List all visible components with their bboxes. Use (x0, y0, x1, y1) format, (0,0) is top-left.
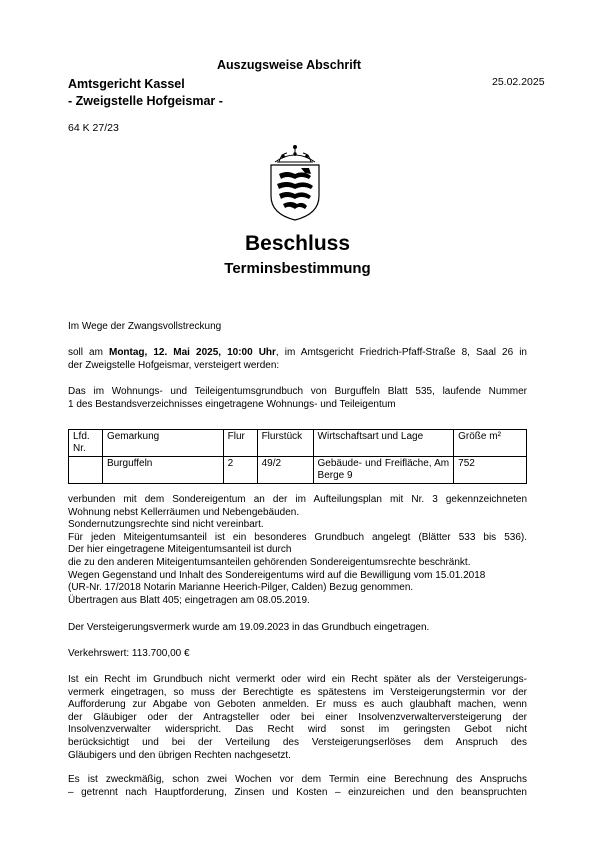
detail-line: Sondernutzungsrechte sind nicht vereinbart. (68, 519, 264, 531)
object-description (68, 386, 527, 411)
appointment-post: , im Amtsgericht Friedrich-Pfaff-Straße 8, Saal 26 in (275, 347, 527, 358)
advice-paragraph (68, 774, 527, 799)
table-cell: Burguffeln (102, 457, 223, 484)
rights-line: Aufforderung zur Abgabe von Geboten anmelden. Er muss es auch glaubhaft machen, wenn (68, 699, 527, 711)
detail-line: Wegen Gegenstand und Inhalt des Sondereigentums wird auf die Bewilligung vom 15.01.2018 (68, 569, 486, 581)
column-header: Gemarkung (102, 430, 223, 457)
column-header: Größe m² (454, 430, 527, 457)
table-cell: Gebäude- und Freifläche, Am Berge 9 (313, 457, 454, 484)
property-details (68, 494, 527, 607)
object-desc-line: 1 des Bestandsverzeichnisses eingetragene Wohnungs- und Teileigentum (68, 398, 396, 410)
intro-text: Im Wege der Zwangsvollstreckung (68, 321, 222, 332)
rights-line: Ist ein Recht im Grundbuch nicht vermerkt oder wird ein Recht später als der Versteigerungs- (68, 674, 527, 685)
table-cell (69, 457, 103, 484)
column-header: Flur (223, 430, 257, 457)
appointment-date: Montag, 12. Mai 2025, 10:00 Uhr (108, 347, 276, 358)
rights-line: vermerk eingetragen, so muss der Berechtigte es spätestens im Versteigerungstermin vor der (68, 686, 527, 698)
detail-line: verbunden mit dem Sondereigentum an der im Aufteilungsplan mit Nr. 3 gekennzeichneten (68, 494, 527, 505)
court-name: Amtsgericht Kassel (68, 77, 185, 91)
court-branch: - Zweigstelle Hofgeismar - (68, 94, 223, 108)
document-date: 25.02.2025 (492, 76, 545, 88)
market-value: Verkehrswert: 113.700,00 € (68, 648, 190, 659)
hesse-coat-of-arms-icon (265, 144, 325, 222)
page-title: Beschluss (244, 232, 351, 255)
detail-line: (UR-Nr. 17/2018 Notarin Marianne Heerich-Pilger, Calden) Bezug genommen. (68, 582, 414, 594)
table-row (69, 457, 527, 484)
detail-line: Wohnung nebst Kellerräumen und Nebengebäuden. (68, 506, 300, 518)
detail-line: Für jeden Miteigentumsanteil ist ein besonderes Grundbuch angelegt (Blätter 533 bis 536). (68, 531, 527, 543)
document-heading: Auszugsweise Abschrift (217, 58, 362, 72)
file-number: 64 K 27/23 (68, 122, 119, 134)
page-subtitle: Terminsbestimmung (224, 260, 371, 277)
property-table (68, 429, 527, 484)
rights-line: der Gläubiger oder der Antragsteller oder bei einer Insolvenzverwalterversteigerung der (68, 711, 527, 723)
detail-line: die zu den anderen Miteigentumsanteilen gehörenden Sondereigentumsrechte beschränkt. (68, 556, 471, 568)
column-header: Flurstück (257, 430, 313, 457)
detail-line: Der hier eingetragene Miteigentumsanteil ist durch (68, 544, 292, 556)
rights-line: Insolvenzverwalter widerspricht. Das Recht wird sonst im geringsten Gebot nicht (68, 724, 527, 736)
table-header-row (69, 430, 527, 457)
column-header: Lfd. Nr. (69, 430, 103, 457)
rights-line: berücksichtigt und bei der Verteilung des Versteigerungserlöses dem Anspruch des (68, 736, 527, 748)
table-cell: 49/2 (257, 457, 313, 484)
appointment-line2: der Zweigstelle Hofgeismar, versteigert werden: (68, 359, 280, 371)
object-desc-line: Das im Wohnungs- und Teileigentumsgrundbuch von Burguffeln Blatt 535, laufende Nummer (68, 386, 527, 397)
detail-line: Übertragen aus Blatt 405; eingetragen am 08.05.2019. (68, 594, 310, 606)
appointment-text (68, 347, 527, 372)
auction-note: Der Versteigerungsvermerk wurde am 19.09.2023 in das Grundbuch eingetragen. (68, 622, 430, 633)
table-cell: 752 (454, 457, 527, 484)
rights-line: Gläubigers und den übrigen Rechten nachgesetzt. (68, 749, 291, 761)
advice-line: Es ist zweckmäßig, schon zwei Wochen vor dem Termin eine Berechnung des Anspruchs (68, 774, 527, 785)
table-cell: 2 (223, 457, 257, 484)
rights-paragraph (68, 674, 527, 762)
advice-line: – getrennt nach Hauptforderung, Zinsen und Kosten – einzureichen und den beanspruchten (68, 786, 527, 798)
column-header: Wirtschaftsart und Lage (313, 430, 454, 457)
appointment-pre: soll am (68, 347, 109, 358)
